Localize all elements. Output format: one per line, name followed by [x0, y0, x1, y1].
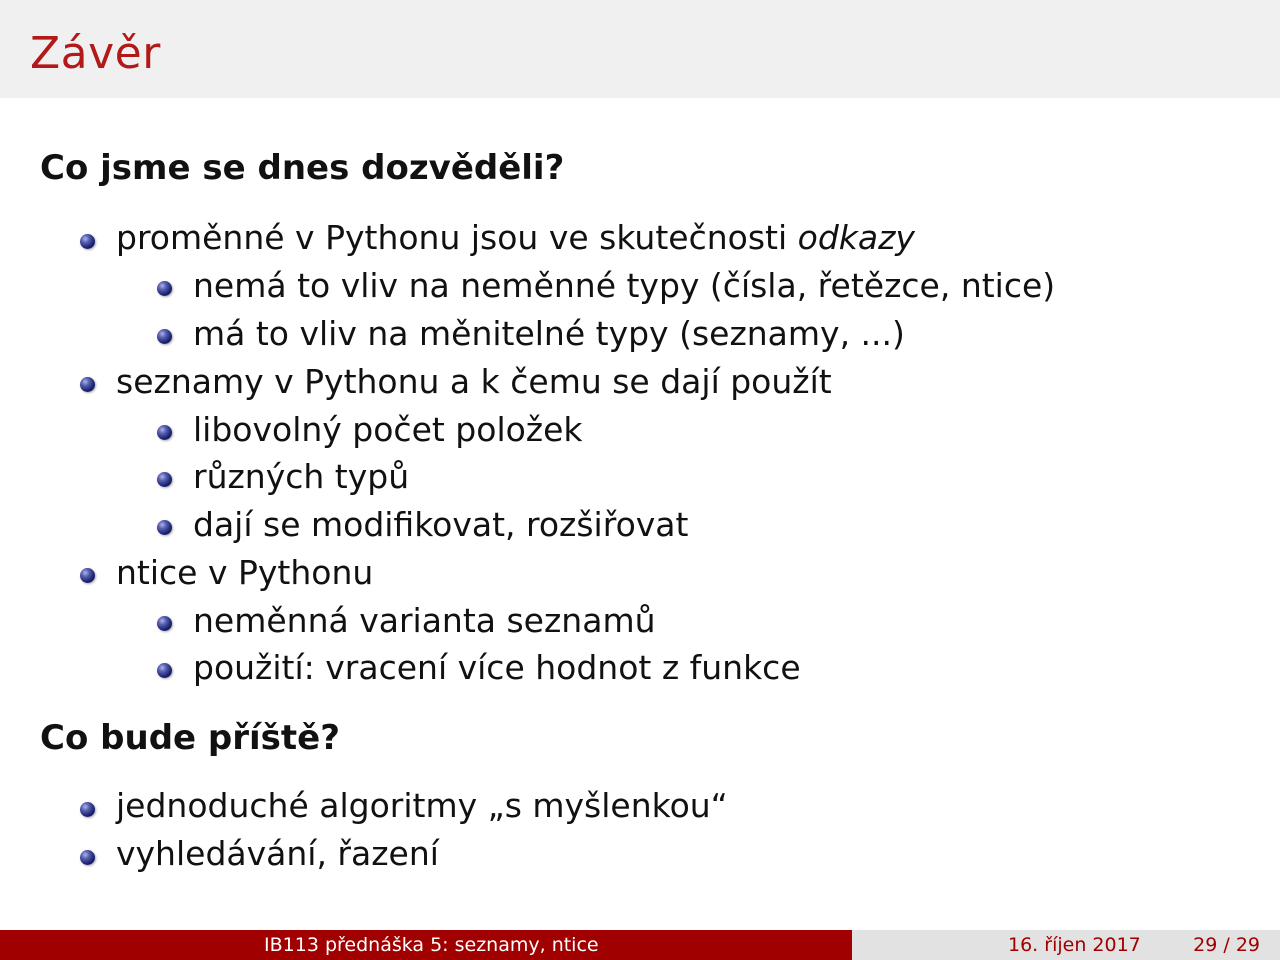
ball-bullet-icon [80, 802, 95, 817]
sub-list-item: dají se modifikovat, rozšiřovat [193, 505, 689, 544]
list-item: ntice v Pythonu [116, 553, 374, 592]
footer-page-number: 29 / 29 [1193, 934, 1260, 956]
ball-bullet-icon [157, 425, 172, 440]
list-item: vyhledávání, řazení [116, 834, 439, 873]
ball-bullet-icon [157, 472, 172, 487]
list-item: seznamy v Pythonu a k čemu se dají použít [116, 362, 832, 401]
ball-bullet-icon [157, 329, 172, 344]
ball-bullet-icon [157, 616, 172, 631]
ball-bullet-icon [157, 663, 172, 678]
frame-title-bar [0, 0, 1280, 98]
sub-list-item: má to vliv na měnitelné typy (seznamy, ...) [193, 314, 905, 353]
sub-list-item: libovolný počet položek [193, 410, 583, 449]
ball-bullet-icon [157, 520, 172, 535]
footer-right-bar [852, 930, 1280, 960]
sub-list-item: různých typů [193, 457, 410, 496]
list-item-text: proměnné v Pythonu jsou ve skutečnosti [116, 218, 798, 257]
footer-left-bar [0, 930, 852, 960]
sub-list-item: nemá to vliv na neměnné typy (čísla, řetězce, ntice) [193, 266, 1056, 305]
footer-course-title: IB113 přednáška 5: seznamy, ntice [264, 934, 599, 956]
ball-bullet-icon [80, 568, 95, 583]
footer-date: 16. říjen 2017 [1008, 934, 1141, 956]
slide-title: Závěr [30, 28, 161, 79]
list-item: jednoduché algoritmy „s myšlenkou“ [116, 786, 728, 825]
section-heading-learned: Co jsme se dnes dozvěděli? [40, 148, 565, 188]
section-heading-next: Co bude příště? [40, 718, 340, 758]
ball-bullet-icon [80, 850, 95, 865]
sub-list-item: neměnná varianta seznamů [193, 601, 656, 640]
list-item [116, 216, 915, 260]
sub-list-item: použití: vracení více hodnot z funkce [193, 648, 801, 687]
ball-bullet-icon [80, 377, 95, 392]
footer [0, 930, 1280, 960]
ball-bullet-icon [80, 234, 95, 249]
ball-bullet-icon [157, 281, 172, 296]
list-item-emphasis: odkazy [797, 218, 915, 257]
